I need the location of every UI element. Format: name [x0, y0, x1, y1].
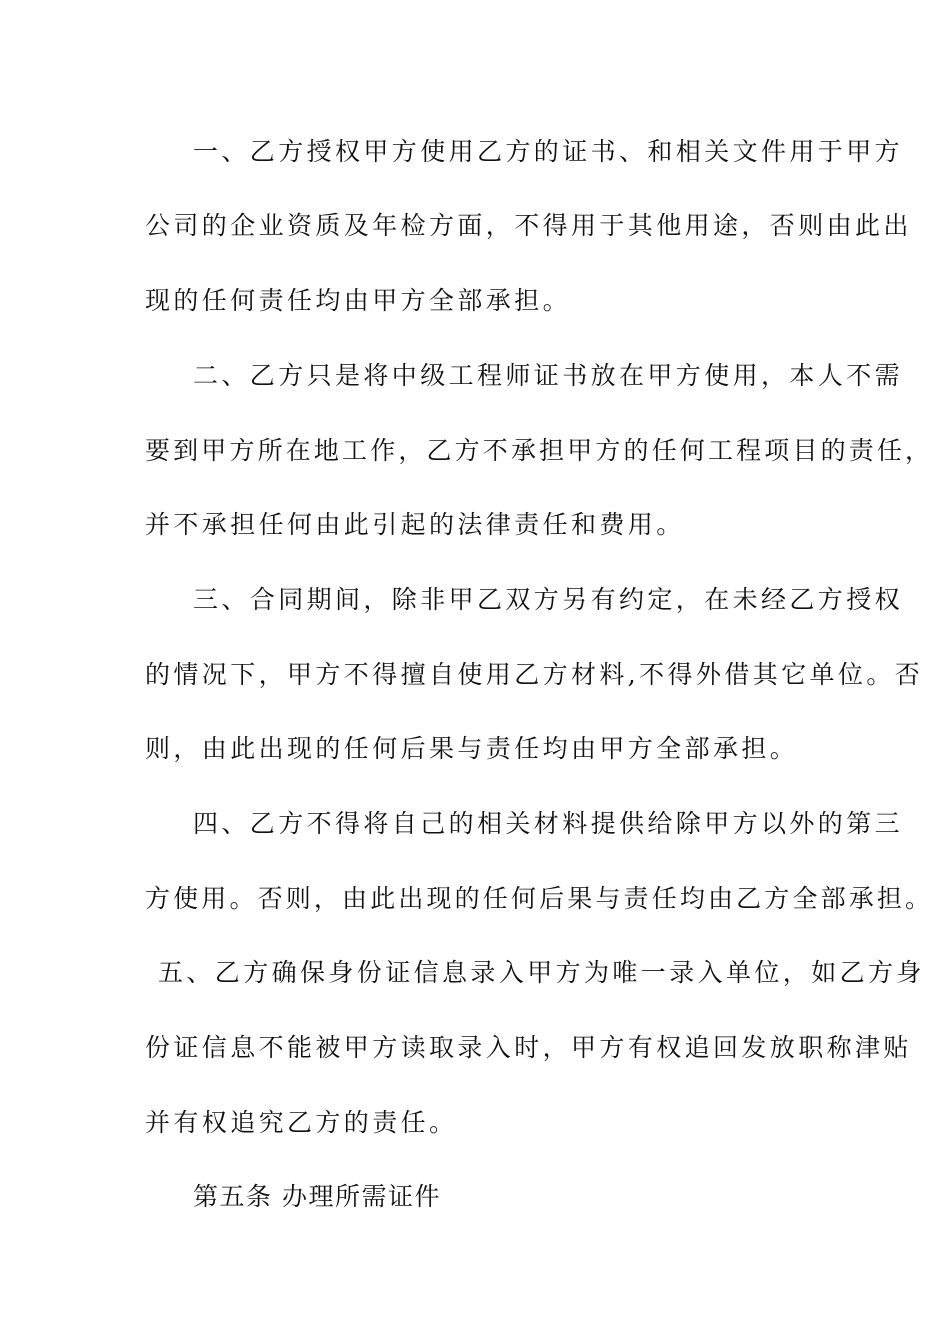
paragraph-5-line-2: 份证信息不能被甲方读取录入时，甲方有权追回发放职称津贴 [145, 1033, 912, 1062]
paragraph-1-line-1: 一、乙方授权甲方使用乙方的证书、和相关文件用于甲方 [193, 137, 904, 166]
paragraph-1-line-2: 公司的企业资质及年检方面，不得用于其他用途，否则由此出 [145, 211, 912, 240]
paragraph-2-line-3: 并不承担任何由此引起的法律责任和费用。 [145, 510, 685, 539]
paragraph-5-line-1: 五、乙方确保身份证信息录入甲方为唯一录入单位，如乙方身 [158, 958, 925, 987]
section-heading: 第五条 办理所需证件 [193, 1182, 441, 1211]
paragraph-1-line-3: 现的任何责任均由甲方全部承担。 [145, 286, 572, 315]
paragraph-3-line-1: 三、合同期间，除非甲乙双方另有约定，在未经乙方授权 [193, 585, 904, 614]
paragraph-2-line-2: 要到甲方所在地工作，乙方不承担甲方的任何工程项目的责任， [145, 436, 934, 465]
paragraph-3-line-2: 的情况下，甲方不得擅自使用乙方材料,不得外借其它单位。否 [145, 660, 924, 689]
paragraph-4-line-2: 方使用。否则，由此出现的任何后果与责任均由乙方全部承担。 [145, 884, 934, 913]
paragraph-4-line-1: 四、乙方不得将自己的相关材料提供给除甲方以外的第三 [193, 809, 904, 838]
paragraph-2-line-1: 二、乙方只是将中级工程师证书放在甲方使用，本人不需 [193, 361, 904, 390]
paragraph-5-line-3: 并有权追究乙方的责任。 [145, 1108, 458, 1137]
paragraph-3-line-3: 则，由此出现的任何后果与责任均由甲方全部承担。 [145, 734, 799, 763]
